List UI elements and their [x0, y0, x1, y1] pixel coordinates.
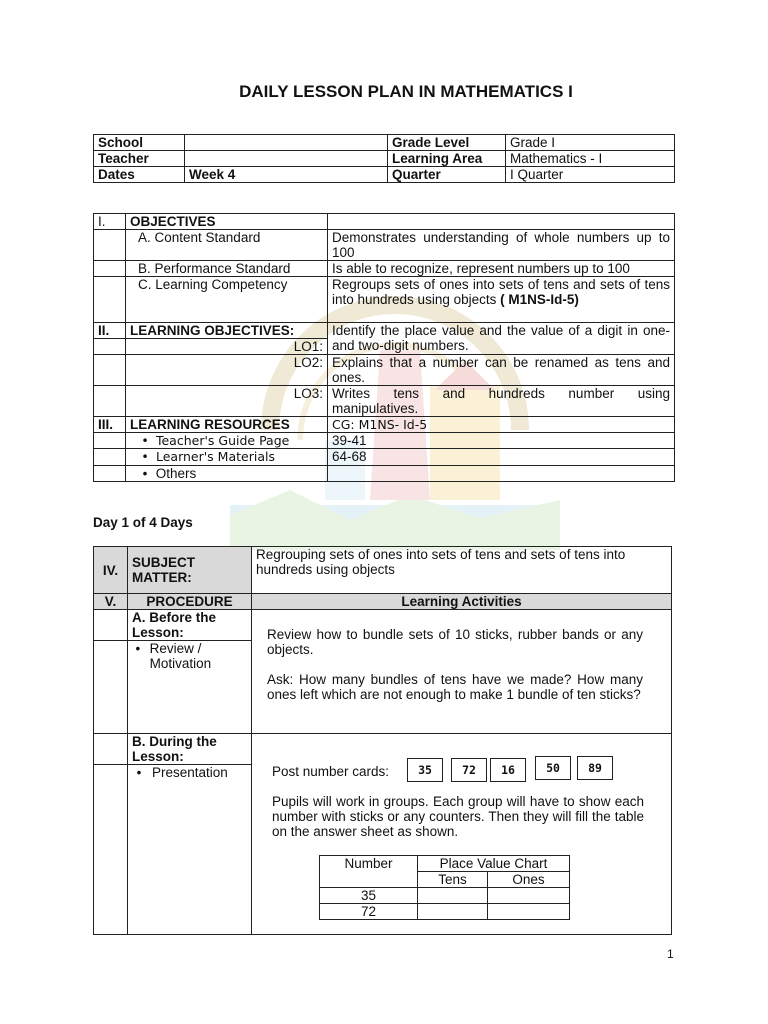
school-value — [185, 135, 388, 151]
table-row — [94, 417, 675, 433]
table-row — [94, 433, 675, 449]
learning-objectives-heading: LEARNING OBJECTIVES: — [126, 323, 328, 339]
section-number: I. — [94, 214, 126, 230]
section-number: IV. — [94, 547, 128, 594]
presentation-activity — [252, 734, 672, 935]
table-row — [320, 856, 570, 872]
review-motivation-label: • Review / Motivation — [128, 641, 252, 734]
learners-materials-label: • Learner's Materials — [126, 449, 328, 466]
lo1-value: Identify the place value and the value of a digit in one-and two-digit numbers. — [328, 323, 675, 355]
table-row — [94, 167, 675, 183]
presentation-label: • Presentation — [128, 765, 252, 935]
number-cell: 35 — [320, 888, 418, 904]
day-label: Day 1 of 4 Days — [93, 515, 193, 530]
table-row — [94, 355, 675, 386]
review-activity — [252, 610, 672, 734]
ones-column-header: Ones — [488, 872, 570, 888]
during-lesson-label: B. During the Lesson: — [128, 734, 252, 765]
learners-materials-pages: 64-68 — [328, 449, 675, 466]
number-cell: 72 — [320, 904, 418, 920]
procedure-heading: PROCEDURE — [128, 594, 252, 610]
table-row — [94, 547, 672, 594]
place-value-chart-header: Place Value Chart — [418, 856, 570, 872]
learning-resources-heading: LEARNING RESOURCES — [126, 417, 328, 433]
table-row — [94, 135, 675, 151]
section-number: II. — [94, 323, 126, 339]
learning-activities-heading: Learning Activities — [252, 594, 672, 610]
number-column-header: Number — [320, 856, 418, 888]
table-row — [94, 466, 675, 482]
learning-area-value: Mathematics - I — [506, 151, 675, 167]
ones-cell — [488, 904, 570, 920]
dates-label: Dates — [94, 167, 185, 183]
number-card: 16 — [490, 758, 526, 782]
pupils-instruction: Pupils will work in groups. Each group will have to show each number with sticks or any counters. Then they will fill the table on the answer sheet as shown. — [272, 794, 644, 839]
teachers-guide-label: • Teacher's Guide Page — [126, 433, 328, 449]
page-title: DAILY LESSON PLAN IN MATHEMATICS I — [239, 82, 573, 101]
table-row — [94, 594, 672, 610]
table-row — [94, 277, 675, 323]
content-standard-value: Demonstrates understanding of whole numbers up to 100 — [328, 230, 675, 261]
learning-competency-label: C. Learning Competency — [126, 277, 328, 323]
header-table — [93, 134, 675, 183]
number-card: 72 — [451, 758, 487, 782]
place-value-table — [319, 855, 570, 920]
teacher-label: Teacher — [94, 151, 185, 167]
quarter-value: I Quarter — [506, 167, 675, 183]
objectives-table — [93, 213, 675, 482]
lo1-label: LO1: — [126, 339, 328, 355]
number-card: 35 — [407, 758, 443, 782]
curriculum-guide-code: CG: M1NS- Id-5 — [328, 417, 675, 433]
page-number: 1 — [667, 947, 674, 961]
objectives-heading: OBJECTIVES — [126, 214, 328, 230]
table-row — [320, 888, 570, 904]
table-row — [94, 610, 672, 641]
tens-column-header: Tens — [418, 872, 488, 888]
section-number: V. — [94, 594, 128, 610]
dates-value: Week 4 — [185, 167, 388, 183]
table-row — [94, 261, 675, 277]
others-value — [328, 466, 675, 482]
grade-level-value: Grade I — [506, 135, 675, 151]
quarter-label: Quarter — [388, 167, 506, 183]
table-row — [94, 323, 675, 339]
lo3-label: LO3: — [126, 386, 328, 417]
tens-cell — [418, 888, 488, 904]
performance-standard-value: Is able to recognize, represent numbers up to 100 — [328, 261, 675, 277]
ask-text: Ask: How many bundles of tens have we made? How many ones left which are not enough to make 1 bundle of ten sticks? — [267, 672, 643, 702]
post-number-cards-text: Post number cards: — [272, 764, 390, 779]
table-row — [94, 449, 675, 466]
grade-level-label: Grade Level — [388, 135, 506, 151]
learning-area-label: Learning Area — [388, 151, 506, 167]
lo2-value: Explains that a number can be renamed as tens and ones. — [328, 355, 675, 386]
competency-code: ( M1NS-Id-5) — [500, 292, 579, 307]
lo2-label: LO2: — [126, 355, 328, 386]
number-card: 50 — [535, 756, 571, 780]
subject-matter-value: Regrouping sets of ones into sets of tens and sets of tens into hundreds using objects — [252, 547, 672, 594]
number-card: 89 — [577, 756, 613, 780]
table-row — [94, 214, 675, 230]
content-standard-label: A. Content Standard — [126, 230, 328, 261]
table-row — [94, 386, 675, 417]
teacher-value — [185, 151, 388, 167]
section-number: III. — [94, 417, 126, 433]
performance-standard-label: B. Performance Standard — [126, 261, 328, 277]
others-label: • Others — [126, 466, 328, 482]
ones-cell — [488, 888, 570, 904]
table-row — [320, 904, 570, 920]
review-text: Review how to bundle sets of 10 sticks, rubber bands or any objects. — [267, 627, 643, 657]
learning-competency-value: Regroups sets of ones into sets of tens and sets of tens into hundreds using objects ( M1NS-Id-5) — [328, 277, 675, 323]
school-label: School — [94, 135, 185, 151]
table-row — [94, 230, 675, 261]
teachers-guide-pages: 39-41 — [328, 433, 675, 449]
table-row — [94, 151, 675, 167]
table-row — [94, 734, 672, 765]
tens-cell — [418, 904, 488, 920]
lo3-value: Writes tens and hundreds number using manipulatives. — [328, 386, 675, 417]
procedure-table — [93, 546, 672, 935]
before-lesson-label: A. Before the Lesson: — [128, 610, 252, 641]
subject-matter-heading: SUBJECT MATTER: — [128, 547, 252, 594]
